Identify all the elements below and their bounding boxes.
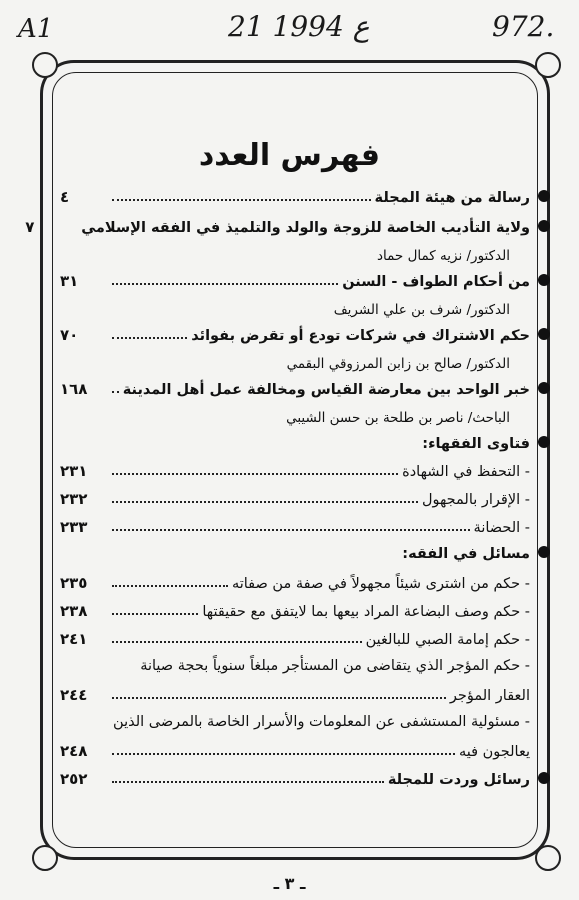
leader-dots (112, 752, 455, 755)
toc-entry (60, 380, 550, 398)
toc-subentry (60, 602, 550, 620)
subentry-title: - الإقرار بالمجهول (421, 492, 530, 508)
subentry-title-continued: العقار المؤجر (449, 688, 530, 704)
leader-dots (112, 780, 384, 783)
entry-author: الدكتور/ نزيه كمال حماد (377, 248, 510, 264)
bullet-icon (538, 190, 550, 202)
subentry-title: - حكم المؤجر الذي يتقاضى من المستأجر مبلغاً سنوياً بحجة صيانة (140, 658, 530, 674)
toc-entry (60, 326, 550, 344)
toc-subentry (60, 490, 550, 508)
bullet-icon (538, 772, 550, 784)
leader-dots (112, 336, 187, 339)
entry-title: خبر الواحد بين معارضة القياس ومخالفة عمل أهل المدينة (122, 382, 530, 398)
leader-dots (112, 282, 338, 285)
bullet-icon (538, 328, 550, 340)
toc-entry (60, 770, 550, 788)
leader-dots (112, 528, 470, 531)
bullet-icon (538, 220, 550, 232)
entry-page: ٢٣١ (60, 462, 88, 480)
entry-page: ٣١ (60, 272, 79, 290)
toc-entry (60, 272, 550, 290)
toc-entry (60, 188, 550, 206)
subentry-title-continued: يعالجون فيه (458, 744, 530, 760)
frame-corner-ornament (32, 52, 58, 78)
section-heading-masail (60, 546, 550, 562)
subentry-title: - حكم من اشترى شيئاً مجهولاً في صفة من صفاته (231, 576, 530, 592)
bullet-icon (538, 382, 550, 394)
toc-subentry (60, 518, 550, 536)
leader-dots (112, 612, 198, 615)
section-heading: مسائل في الفقه: (402, 546, 530, 562)
entry-page: ٢٣٨ (60, 602, 88, 620)
bullet-icon (538, 546, 550, 558)
entry-page: ٢٤٨ (60, 742, 88, 760)
subentry-title: - مسئولية المستشفى عن المعلومات والأسرار الخاصة بالمرضى الذين (113, 714, 530, 730)
bullet-icon (538, 436, 550, 448)
leader-dots (112, 500, 418, 503)
entry-title: من أحكام الطواف - السنن (342, 274, 530, 290)
toc-subentry (60, 686, 550, 704)
leader-dots (112, 390, 119, 393)
entry-author: الدكتور/ شرف بن علي الشريف (333, 302, 510, 318)
entry-author: الدكتور/ صالح بن زابن المرزوقي البقمي (286, 356, 510, 372)
handwritten-archive-code: A1 (18, 14, 54, 44)
subentry-title: - الحضانة (473, 520, 530, 536)
entry-title: رسائل وردت للمجلة (387, 772, 530, 788)
subentry-title: - حكم وصف البضاعة المراد بيعها بما لايتفق مع حقيقتها (202, 604, 530, 620)
toc-entry (25, 218, 550, 236)
entry-title: حكم الاشتراك في شركات تودع أو تقرض بفوائد (191, 328, 530, 344)
subentry-title: - حكم إمامة الصبي للبالغين (365, 632, 530, 648)
frame-corner-ornament (32, 845, 58, 871)
entry-page: ٢٤٤ (60, 686, 88, 704)
leader-dots (112, 198, 371, 201)
toc-subentry (60, 714, 550, 730)
entry-page: ٧٠ (60, 326, 79, 344)
entry-page: ٧ (25, 218, 35, 236)
entry-author: الباحث/ ناصر بن طلحة بن حسن الشيبي (286, 410, 510, 426)
entry-page: ٢٣٢ (60, 490, 88, 508)
handwritten-number: 972. (492, 10, 555, 43)
toc-subentry (60, 630, 550, 648)
entry-page: ٤ (60, 188, 70, 206)
handwritten-date: 21 ع 1994 (228, 10, 370, 43)
entry-title: ولاية التأديب الخاصة للزوجة والولد والتلميذ في الفقه الإسلامي (81, 220, 530, 236)
entry-page: ٢٣٣ (60, 518, 88, 536)
page-number: ـ ٣ ـ (273, 874, 306, 893)
entry-page: ٢٣٥ (60, 574, 88, 592)
leader-dots (112, 472, 398, 475)
bullet-icon (538, 274, 550, 286)
entry-page: ٢٥٢ (60, 770, 88, 788)
toc-subentry (60, 574, 550, 592)
leader-dots (112, 696, 446, 699)
toc-subentry (60, 742, 550, 760)
leader-dots (112, 640, 362, 643)
entry-page: ١٦٨ (60, 380, 88, 398)
entry-title: رسالة من هيئة المجلة (374, 190, 530, 206)
section-heading-fatawa (60, 436, 550, 452)
page-title: فهرس العدد (198, 138, 381, 173)
toc-subentry (60, 658, 550, 674)
section-heading: فتاوى الفقهاء: (422, 436, 530, 452)
leader-dots (112, 584, 228, 587)
toc-subentry (60, 462, 550, 480)
entry-page: ٢٤١ (60, 630, 88, 648)
subentry-title: - التحفظ في الشهادة (402, 464, 530, 480)
